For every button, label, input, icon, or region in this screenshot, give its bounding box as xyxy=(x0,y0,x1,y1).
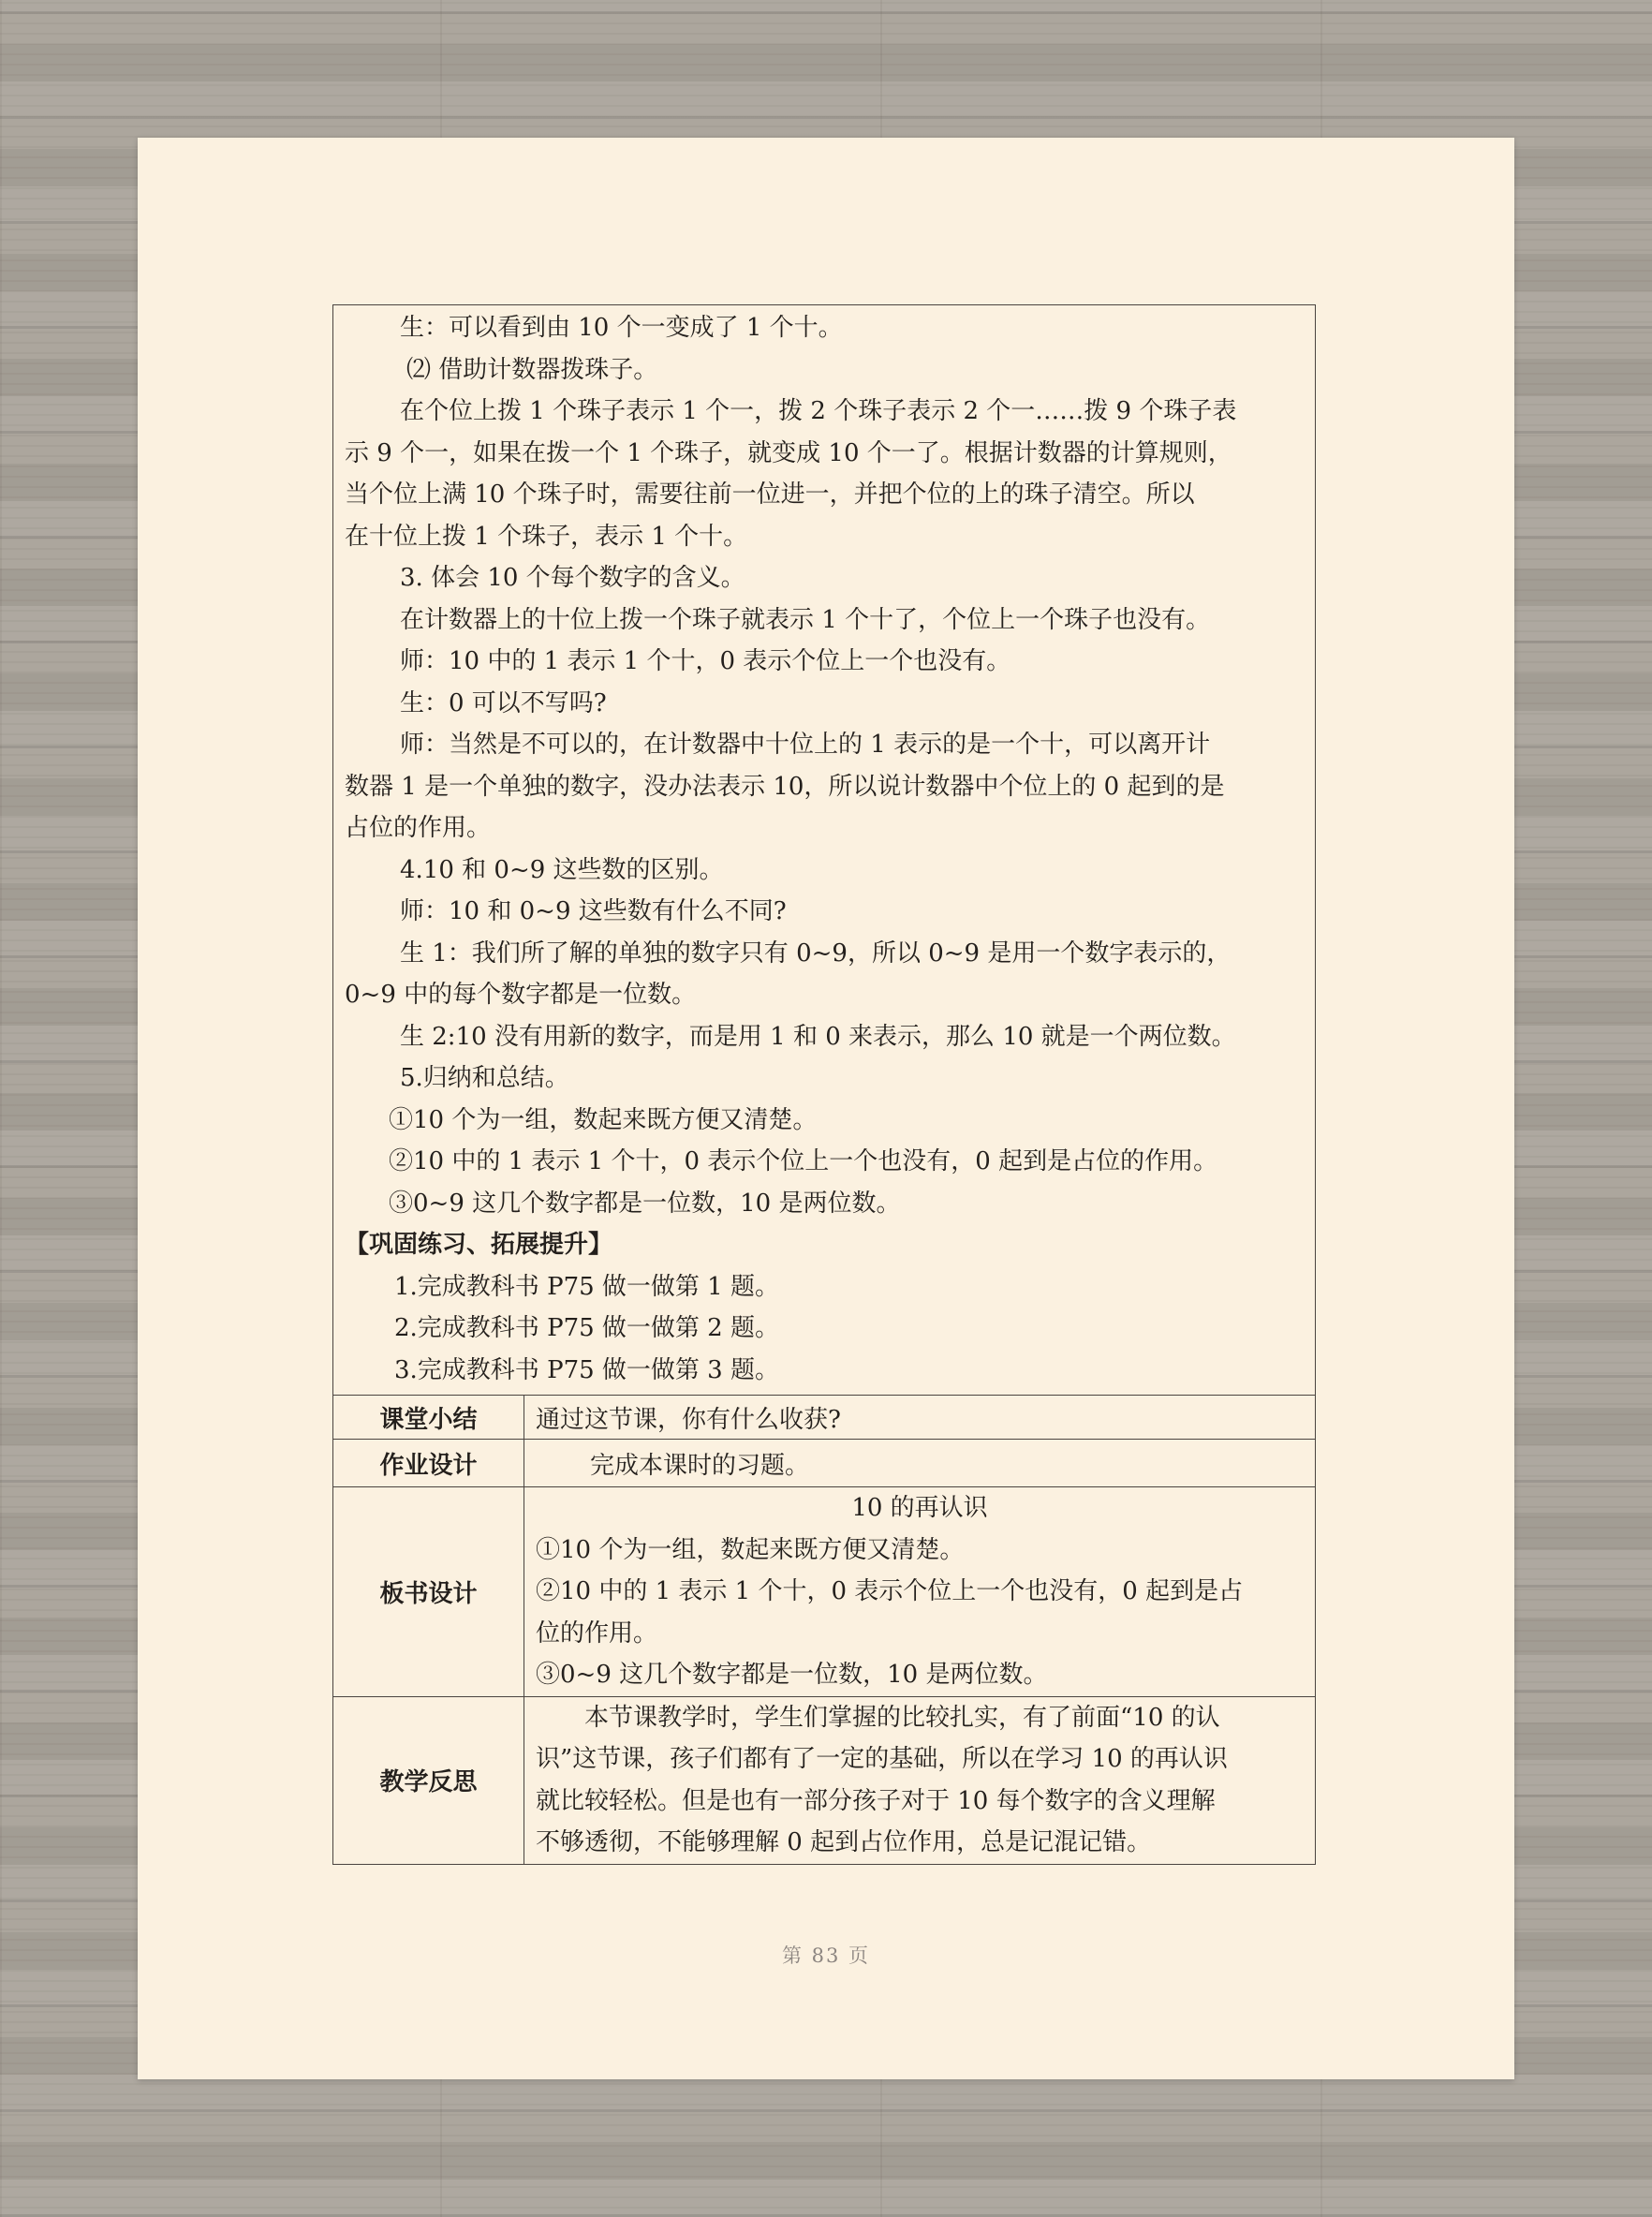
lesson-line: 示 9 个一，如果在拨一个 1 个珠子，就变成 10 个一了。根据计数器的计算规则， xyxy=(345,438,1232,467)
lesson-line: 生：0 可以不写吗? xyxy=(400,688,607,717)
lesson-line: 3. 体会 10 个每个数字的含义。 xyxy=(400,564,745,592)
lesson-plan-table xyxy=(332,304,1316,1865)
lesson-line: 师：当然是不可以的，在计数器中十位上的 1 表示的是一个十，可以离开计 xyxy=(400,731,1211,759)
lesson-line: 师：10 和 0~9 这些数有什么不同? xyxy=(400,897,787,925)
lesson-line: 1.完成教科书 P75 做一做第 1 题。 xyxy=(394,1272,779,1301)
board-design-content xyxy=(524,1487,1316,1697)
lesson-line: 生：可以看到由 10 个一变成了 1 个十。 xyxy=(400,314,843,342)
reflection-line: 就比较轻松。但是也有一部分孩子对于 10 每个数字的含义理解 xyxy=(536,1786,1216,1815)
homework-value: 完成本课时的习题。 xyxy=(524,1440,1316,1487)
lesson-process-cell xyxy=(333,305,1316,1396)
lesson-line: 师：10 中的 1 表示 1 个十，0 表示个位上一个也没有。 xyxy=(400,647,1011,675)
lesson-line: 在个位上拨 1 个珠子表示 1 个一，拨 2 个珠子表示 2 个一……拨 9 个珠子表 xyxy=(400,397,1237,425)
lesson-process-row xyxy=(333,305,1316,1396)
homework-row xyxy=(333,1440,1316,1487)
board-line: 位的作用。 xyxy=(536,1618,658,1648)
homework-label: 作业设计 xyxy=(333,1440,524,1487)
lesson-line: 在十位上拨 1 个珠子，表示 1 个十。 xyxy=(345,522,748,551)
lesson-line: 生 2:10 没有用新的数字，而是用 1 和 0 来表示，那么 10 就是一个两位数。 xyxy=(400,1022,1236,1051)
lesson-line: 0~9 中的每个数字都是一位数。 xyxy=(345,981,697,1009)
lesson-line: ③0~9 这几个数字都是一位数，10 是两位数。 xyxy=(389,1189,901,1218)
reflection-label: 教学反思 xyxy=(333,1696,524,1864)
lesson-line: 占位的作用。 xyxy=(345,814,492,842)
board-line: ①10 个为一组，数起来既方便又清楚。 xyxy=(536,1535,965,1564)
lesson-line: 2.完成教科书 P75 做一做第 2 题。 xyxy=(394,1314,779,1342)
board-design-row xyxy=(333,1487,1316,1697)
lesson-line: 4.10 和 0~9 这些数的区别。 xyxy=(400,855,724,884)
summary-value: 通过这节课，你有什么收获? xyxy=(524,1396,1316,1440)
section-heading: 【巩固练习、拓展提升】 xyxy=(345,1231,613,1259)
lesson-line: 在计数器上的十位上拨一个珠子就表示 1 个十了，个位上一个珠子也没有。 xyxy=(400,605,1211,634)
reflection-line: 本节课教学时，学生们掌握的比较扎实，有了前面“10 的认 xyxy=(584,1703,1220,1732)
board-line: ②10 中的 1 表示 1 个十，0 表示个位上一个也没有，0 起到是占 xyxy=(536,1577,1244,1605)
lesson-line: 数器 1 是一个单独的数字，没办法表示 10，所以说计数器中个位上的 0 起到的是 xyxy=(345,772,1225,801)
lesson-line: 5.归纳和总结。 xyxy=(400,1064,569,1092)
board-design-label: 板书设计 xyxy=(333,1487,524,1697)
lesson-line: 生 1：我们所了解的单独的数字只有 0~9，所以 0~9 是用一个数字表示的， xyxy=(400,939,1232,968)
lesson-line: ⑵ 借助计数器拨珠子。 xyxy=(406,355,658,384)
page-number: 第 83 页 xyxy=(781,1944,871,1967)
lesson-line: ②10 中的 1 表示 1 个十，0 表示个位上一个也没有，0 起到是占位的作用。 xyxy=(389,1147,1218,1175)
lesson-line: ①10 个为一组，数起来既方便又清楚。 xyxy=(389,1105,818,1134)
reflection-row xyxy=(333,1696,1316,1864)
reflection-line: 识”这节课，孩子们都有了一定的基础，所以在学习 10 的再认识 xyxy=(536,1745,1228,1773)
board-line: ③0~9 这几个数字都是一位数，10 是两位数。 xyxy=(536,1661,1048,1689)
lesson-line: 3.完成教科书 P75 做一做第 3 题。 xyxy=(394,1355,779,1384)
board-title: 10 的再认识 xyxy=(851,1494,988,1522)
summary-row xyxy=(333,1396,1316,1440)
reflection-line: 不够透彻，不能够理解 0 起到占位作用，总是记混记错。 xyxy=(536,1828,1152,1856)
summary-label: 课堂小结 xyxy=(333,1396,524,1440)
reflection-content xyxy=(524,1696,1316,1864)
lesson-line: 当个位上满 10 个珠子时，需要往前一位进一，并把个位的上的珠子清空。所以 xyxy=(345,480,1195,509)
